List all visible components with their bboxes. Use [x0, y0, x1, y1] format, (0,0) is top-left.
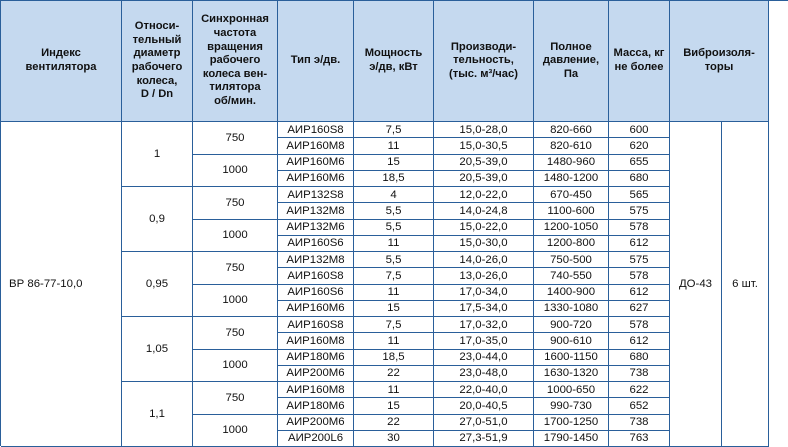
header-capacity: Производи- тельность, (тыс. м³/час)	[434, 1, 534, 122]
power-cell: 18,5	[354, 171, 434, 187]
motor-type-cell: АИР200M6	[278, 415, 354, 431]
header-pressure: Полное давление, Па	[534, 1, 609, 122]
power-cell: 5,5	[354, 203, 434, 219]
pressure-cell: 1400-900	[534, 285, 609, 301]
motor-type-cell: АИР132M6	[278, 220, 354, 236]
pressure-cell: 990-730	[534, 398, 609, 414]
speed-cell: 1000	[193, 285, 278, 318]
mass-cell: 612	[609, 333, 670, 349]
power-cell: 5,5	[354, 252, 434, 268]
mass-cell: 575	[609, 203, 670, 219]
capacity-cell: 20,5-39,0	[434, 171, 534, 187]
motor-type-cell: АИР200M6	[278, 366, 354, 382]
capacity-cell: 15,0-30,0	[434, 236, 534, 252]
capacity-cell: 27,3-51,9	[434, 431, 534, 447]
pressure-cell: 1200-1050	[534, 220, 609, 236]
mass-cell: 680	[609, 350, 670, 366]
pressure-cell: 1630-1320	[534, 366, 609, 382]
capacity-cell: 15,0-30,5	[434, 138, 534, 154]
speed-cell: 750	[193, 317, 278, 350]
speed-cell: 750	[193, 252, 278, 285]
motor-type-cell: АИР160M8	[278, 138, 354, 154]
speed-cell: 1000	[193, 350, 278, 383]
header-vibro-isolators: Виброизоля- торы	[670, 1, 769, 122]
header-speed: Синхронная частота вращения рабочего колеса вен- тилятора об/мин.	[193, 1, 278, 122]
capacity-cell: 12,0-22,0	[434, 187, 534, 203]
mass-cell: 578	[609, 317, 670, 333]
motor-type-cell: АИР132M8	[278, 252, 354, 268]
capacity-cell: 20,5-39,0	[434, 155, 534, 171]
motor-type-cell: АИР160M6	[278, 301, 354, 317]
pressure-cell: 1000-650	[534, 382, 609, 398]
capacity-cell: 22,0-40,0	[434, 382, 534, 398]
diameter-cell: 1	[122, 122, 193, 187]
speed-cell: 750	[193, 382, 278, 415]
motor-type-cell: АИР180M6	[278, 398, 354, 414]
motor-type-cell: АИР160S8	[278, 268, 354, 284]
speed-cell: 1000	[193, 415, 278, 447]
pressure-cell: 900-720	[534, 317, 609, 333]
mass-cell: 575	[609, 252, 670, 268]
mass-cell: 578	[609, 268, 670, 284]
capacity-cell: 14,0-24,8	[434, 203, 534, 219]
capacity-cell: 27,0-51,0	[434, 415, 534, 431]
motor-type-cell: АИР160S6	[278, 285, 354, 301]
header-fan-index: Индекс вентилятора	[1, 1, 122, 122]
power-cell: 11	[354, 236, 434, 252]
motor-type-cell: АИР160S8	[278, 122, 354, 138]
power-cell: 22	[354, 415, 434, 431]
mass-cell: 578	[609, 220, 670, 236]
power-cell: 5,5	[354, 220, 434, 236]
motor-type-cell: АИР200L6	[278, 431, 354, 447]
power-cell: 4	[354, 187, 434, 203]
pressure-cell: 670-450	[534, 187, 609, 203]
mass-cell: 627	[609, 301, 670, 317]
power-cell: 11	[354, 138, 434, 154]
mass-cell: 622	[609, 382, 670, 398]
header-power: Мощность э/дв, кВт	[354, 1, 434, 122]
motor-type-cell: АИР160M8	[278, 382, 354, 398]
pressure-cell: 750-500	[534, 252, 609, 268]
capacity-cell: 17,0-35,0	[434, 333, 534, 349]
mass-cell: 612	[609, 236, 670, 252]
speed-cell: 1000	[193, 220, 278, 253]
capacity-cell: 20,0-40,5	[434, 398, 534, 414]
pressure-cell: 740-550	[534, 268, 609, 284]
motor-type-cell: АИР160M6	[278, 171, 354, 187]
diameter-cell: 0,95	[122, 252, 193, 317]
power-cell: 18,5	[354, 350, 434, 366]
capacity-cell: 23,0-48,0	[434, 366, 534, 382]
pressure-cell: 1480-960	[534, 155, 609, 171]
capacity-cell: 13,0-26,0	[434, 268, 534, 284]
pressure-cell: 1330-1080	[534, 301, 609, 317]
pressure-cell: 1600-1150	[534, 350, 609, 366]
power-cell: 15	[354, 301, 434, 317]
pressure-cell: 1100-600	[534, 203, 609, 219]
motor-type-cell: АИР160S6	[278, 236, 354, 252]
mass-cell: 680	[609, 171, 670, 187]
pressure-cell: 900-610	[534, 333, 609, 349]
diameter-cell: 1,1	[122, 382, 193, 447]
power-cell: 30	[354, 431, 434, 447]
mass-cell: 763	[609, 431, 670, 447]
motor-type-cell: АИР160M6	[278, 155, 354, 171]
power-cell: 11	[354, 333, 434, 349]
mass-cell: 652	[609, 398, 670, 414]
motor-type-cell: АИР180M6	[278, 350, 354, 366]
power-cell: 22	[354, 366, 434, 382]
fan-index-cell: ВР 86-77-10,0	[1, 122, 122, 447]
mass-cell: 655	[609, 155, 670, 171]
mass-cell: 600	[609, 122, 670, 138]
speed-cell: 750	[193, 187, 278, 220]
pressure-cell: 820-610	[534, 138, 609, 154]
motor-type-cell: АИР160M8	[278, 333, 354, 349]
pressure-cell: 1480-1200	[534, 171, 609, 187]
diameter-cell: 0,9	[122, 187, 193, 252]
capacity-cell: 15,0-22,0	[434, 220, 534, 236]
capacity-cell: 17,5-34,0	[434, 301, 534, 317]
pressure-cell: 820-660	[534, 122, 609, 138]
power-cell: 11	[354, 285, 434, 301]
pressure-cell: 1700-1250	[534, 415, 609, 431]
mass-cell: 565	[609, 187, 670, 203]
power-cell: 7,5	[354, 268, 434, 284]
pressure-cell: 1200-800	[534, 236, 609, 252]
mass-cell: 612	[609, 285, 670, 301]
diameter-cell: 1,05	[122, 317, 193, 382]
capacity-cell: 15,0-28,0	[434, 122, 534, 138]
mass-cell: 620	[609, 138, 670, 154]
power-cell: 15	[354, 398, 434, 414]
vibro-type-cell: ДО-43	[670, 122, 722, 447]
header-diameter: Относи- тельный диаметр рабочего колеса, D / Dn	[122, 1, 193, 122]
power-cell: 11	[354, 382, 434, 398]
power-cell: 7,5	[354, 317, 434, 333]
capacity-cell: 23,0-44,0	[434, 350, 534, 366]
power-cell: 15	[354, 155, 434, 171]
speed-cell: 750	[193, 122, 278, 155]
capacity-cell: 17,0-34,0	[434, 285, 534, 301]
mass-cell: 738	[609, 366, 670, 382]
header-motor-type: Тип э/дв.	[278, 1, 354, 122]
power-cell: 7,5	[354, 122, 434, 138]
capacity-cell: 14,0-26,0	[434, 252, 534, 268]
speed-cell: 1000	[193, 155, 278, 188]
vibro-count-cell: 6 шт.	[722, 122, 769, 447]
capacity-cell: 17,0-32,0	[434, 317, 534, 333]
mass-cell: 738	[609, 415, 670, 431]
motor-type-cell: АИР132S8	[278, 187, 354, 203]
motor-type-cell: АИР160S8	[278, 317, 354, 333]
pressure-cell: 1790-1450	[534, 431, 609, 447]
header-mass: Масса, кг не более	[609, 1, 670, 122]
motor-type-cell: АИР132M8	[278, 203, 354, 219]
